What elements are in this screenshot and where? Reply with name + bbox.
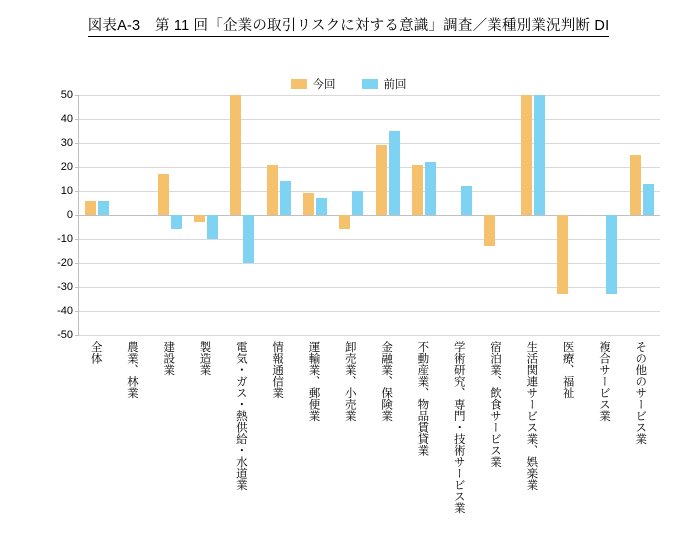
bar-now [85, 201, 96, 215]
y-tick-label: 50 [60, 89, 73, 101]
bar-now [230, 95, 241, 215]
x-tick-label: 全体 [89, 341, 102, 364]
bar-prev [243, 215, 254, 263]
bar-now [557, 215, 568, 294]
bar-now [267, 165, 278, 215]
x-tick-label: 卸売業、小売業 [343, 341, 356, 422]
bar-prev [171, 215, 182, 229]
bar-now [412, 165, 423, 215]
x-tick-label: その他のサービス業 [634, 341, 647, 445]
x-tick-label: 不動産業、物品賃貸業 [416, 341, 429, 456]
bar-group [406, 95, 442, 335]
y-tick-label: -50 [57, 329, 73, 341]
legend-swatch-prev [362, 79, 378, 89]
bar-prev [643, 184, 654, 215]
bar-group [79, 95, 115, 335]
bar-prev [425, 162, 436, 215]
bar-group [261, 95, 297, 335]
x-tick-label: 農業、林業 [125, 341, 138, 399]
x-axis-labels [78, 341, 689, 541]
bar-now [194, 215, 205, 222]
bar-prev [207, 215, 218, 239]
x-tick-label: 建設業 [162, 341, 175, 376]
bar-group [370, 95, 406, 335]
bar-prev [606, 215, 617, 294]
bar-now [303, 193, 314, 215]
y-tick-label: 0 [66, 209, 73, 221]
x-tick-label: 電気・ガス・熱供給・水道業 [234, 341, 247, 491]
bar-group [587, 95, 623, 335]
legend-item-now [291, 76, 336, 92]
bar-group [515, 95, 551, 335]
bar-prev [389, 131, 400, 215]
bar-prev [352, 191, 363, 215]
bar-group [297, 95, 333, 335]
gridline [79, 335, 660, 336]
y-tick-label: 40 [60, 113, 73, 125]
bar-group [624, 95, 660, 335]
bar-group [224, 95, 260, 335]
x-tick-label: 学術研究、専門・技術サービス業 [452, 341, 465, 514]
bar-prev [534, 95, 545, 215]
bar-group [551, 95, 587, 335]
legend-label-prev: 前回 [383, 79, 407, 91]
bar-group [152, 95, 188, 335]
page-title-text: 図表A-3 第 11 回「企業の取引リスクに対する意識」調査／業種別業況判断 DI [88, 18, 610, 37]
y-tick-mark [75, 335, 79, 336]
chart-legend [0, 76, 697, 92]
bar-group [115, 95, 151, 335]
legend-label-now: 今回 [312, 79, 336, 91]
bar-prev [316, 198, 327, 215]
y-tick-label: -10 [57, 233, 73, 245]
x-tick-label: 宿泊業、飲食サービス業 [489, 341, 501, 468]
bar-now [630, 155, 641, 215]
bar-now [521, 95, 532, 215]
y-tick-label: -20 [57, 257, 73, 269]
bar-now [376, 145, 387, 215]
bar-now [484, 215, 495, 246]
x-tick-label: 製造業 [198, 341, 211, 376]
legend-item-prev [362, 76, 407, 92]
y-tick-label: 10 [60, 185, 73, 197]
page-title [0, 14, 697, 35]
y-tick-label: -40 [57, 305, 73, 317]
legend-swatch-now [291, 79, 307, 89]
x-tick-label: 生活関連サービス業、娯楽業 [525, 341, 538, 491]
bar-prev [280, 181, 291, 215]
x-tick-label: 金融業、保険業 [380, 341, 393, 422]
x-tick-label: 医療、福祉 [561, 341, 574, 399]
y-tick-label: -30 [57, 281, 73, 293]
x-tick-label: 複合サービス業 [597, 341, 610, 422]
bar-now [339, 215, 350, 229]
plot-wrapper [38, 89, 668, 341]
bar-prev [98, 201, 109, 215]
bar-group [478, 95, 514, 335]
bar-now [158, 174, 169, 215]
plot-area [57, 89, 660, 341]
y-tick-label: 30 [60, 137, 73, 149]
bar-group [442, 95, 478, 335]
y-tick-label: 20 [60, 161, 73, 173]
bar-group [188, 95, 224, 335]
bar-prev [461, 186, 472, 215]
x-tick-label: 情報通信業 [271, 341, 284, 399]
x-tick-label: 運輸業、郵便業 [307, 341, 320, 422]
bar-group [333, 95, 369, 335]
